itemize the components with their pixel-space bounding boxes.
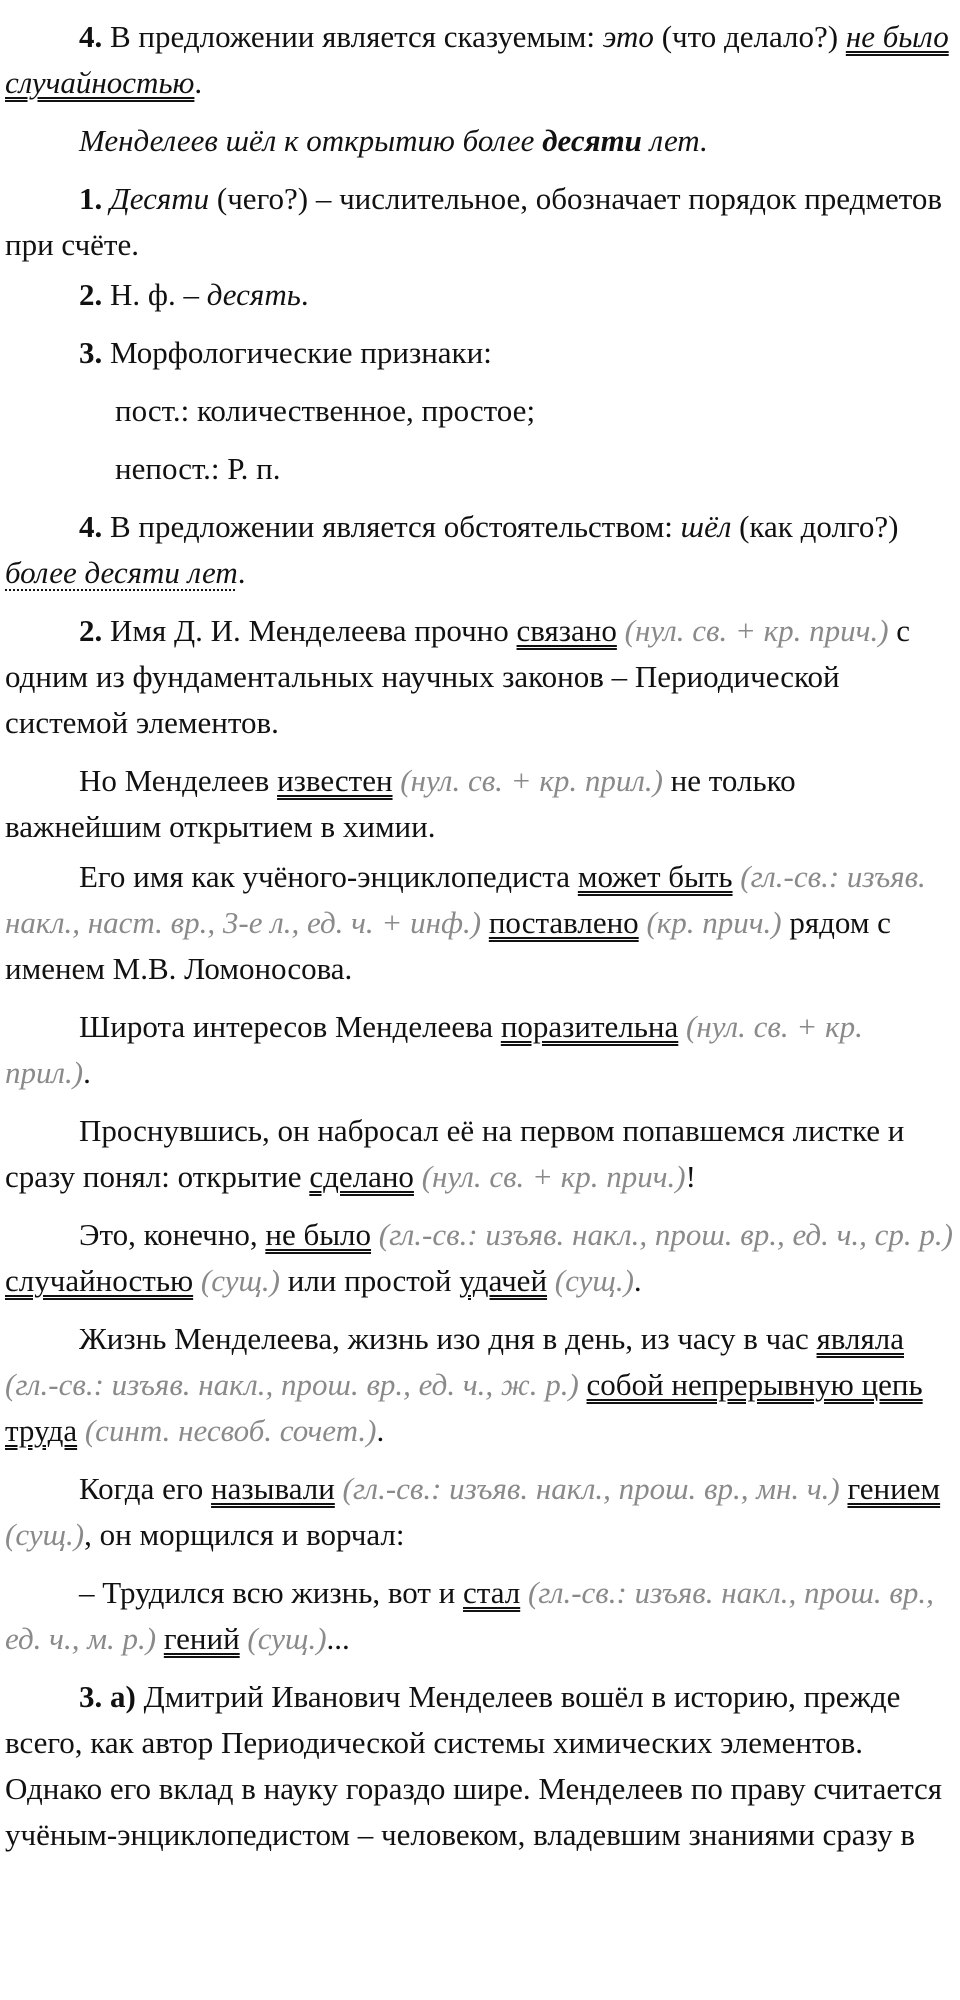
- predicate: называли: [211, 1471, 335, 1506]
- question: (как долго?): [731, 509, 899, 544]
- grammar-note: (нул. св. + кр. прич.): [616, 613, 889, 648]
- text: [156, 1621, 164, 1656]
- text: .: [376, 1413, 385, 1448]
- item-number: 3.: [79, 335, 103, 370]
- task2-sentence-4: [5, 1004, 955, 1096]
- task2-sentence-8: [5, 1466, 955, 1558]
- document-page: [5, 14, 955, 1870]
- text: (чего?) – числительное, обозначает порядок предметов при счёте.: [5, 181, 943, 262]
- analyzed-word: десяти: [542, 123, 642, 158]
- paragraph-morph-features: [5, 330, 955, 376]
- grammar-note: (сущ.): [547, 1263, 634, 1298]
- paragraph-adverbial-role: [5, 504, 955, 596]
- task2-sentence-5: [5, 1108, 955, 1200]
- text: В предложении является обстоятельством:: [102, 509, 681, 544]
- text: [481, 905, 489, 940]
- task-number: 3. а): [79, 1679, 136, 1714]
- variable-features: непост.: Р. п.: [115, 451, 281, 486]
- item-number: 1.: [79, 181, 103, 216]
- grammar-note: (гл.-св.: изъяв. накл., прош. вр., мн. ч.): [334, 1471, 840, 1506]
- word: шёл: [680, 509, 732, 544]
- paragraph-part-of-speech: [5, 176, 955, 268]
- predicate: сделано: [309, 1159, 414, 1194]
- text: рядом с именем М.В. Ломоносова.: [5, 905, 891, 986]
- text: Дмитрий Иванович Менделеев вошёл в историю, прежде всего, как автор Периодической системы химических элементов. Однако его вклад в науку гораздо шире. Менделеев по праву считается учёным-энциклопедистом – человеком, владевшим знаниями сразу в: [5, 1679, 943, 1852]
- grammar-note: (нул. св. + кр. прил.): [5, 1009, 863, 1090]
- adverbial-answer: более десяти лет: [5, 555, 238, 590]
- predicate: собой непрерывную цепь труда: [5, 1367, 923, 1448]
- grammar-note: (нул. св. + кр. прил.): [392, 763, 663, 798]
- grammar-note: (гл.-св.: изъяв. накл., прош. вр., ед. ч., м. р.): [5, 1575, 934, 1656]
- grammar-note: (гл.-св.: изъяв. накл., прош. вр., ед. ч., ж. р.): [5, 1367, 579, 1402]
- text: Широта интересов Менделеева: [79, 1009, 501, 1044]
- text: Н. ф. –: [102, 277, 207, 312]
- grammar-note: (гл.-св.: изъяв. накл., прош. вр., ед. ч., ср. р.): [371, 1217, 953, 1252]
- text: [579, 1367, 587, 1402]
- word: десять: [206, 277, 301, 312]
- text: не только важнейшим открытием в химии.: [5, 763, 796, 844]
- punct: .: [194, 65, 203, 100]
- predicate: удачей: [459, 1263, 548, 1298]
- task2-sentence-1: [5, 608, 955, 746]
- text: .: [633, 1263, 642, 1298]
- paragraph-predicate-analysis: [5, 14, 955, 106]
- text: Но Менделеев: [79, 763, 278, 798]
- predicate: может быть: [577, 859, 733, 894]
- text: Жизнь Менделеева, жизнь изо дня в день, из часу в час: [79, 1321, 817, 1356]
- task2-sentence-2: [5, 758, 955, 850]
- grammar-note: (синт. несвоб. сочет.): [77, 1413, 377, 1448]
- paragraph-initial-form: [5, 272, 955, 318]
- item-number: 4.: [79, 509, 103, 544]
- text: .: [83, 1055, 91, 1090]
- question: (что делало?): [653, 19, 846, 54]
- predicate: стал: [463, 1575, 521, 1610]
- predicate: связано: [516, 613, 617, 648]
- predicate: поставлено: [488, 905, 639, 940]
- text: !: [685, 1159, 696, 1194]
- predicate: случайностью: [5, 1263, 194, 1298]
- predicate: известен: [277, 763, 393, 798]
- text: с одним из фундаментальных научных законов – Периодической системой элементов.: [5, 613, 911, 740]
- text: ...: [326, 1621, 350, 1656]
- text: Его имя как учёного-энциклопедиста: [79, 859, 578, 894]
- example-sentence: [5, 118, 955, 164]
- grammar-note: (нул. св. + кр. прич.): [413, 1159, 686, 1194]
- grammar-note: (сущ.): [193, 1263, 280, 1298]
- constant-features: пост.: количественное, простое;: [115, 393, 536, 428]
- grammar-note: (гл.-св.: изъяв. накл., наст. вр., 3-е л., ед. ч. + инф.): [5, 859, 926, 940]
- punct: .: [237, 555, 246, 590]
- task2-sentence-7: [5, 1316, 955, 1454]
- text: , он морщился и ворчал:: [84, 1517, 405, 1552]
- text: В предложении является сказуемым:: [102, 19, 603, 54]
- predicate: поразительна: [500, 1009, 679, 1044]
- sentence-part: Менделеев шёл к открытию более: [79, 123, 543, 158]
- text: Это, конечно,: [79, 1217, 266, 1252]
- task-number: 2.: [79, 613, 103, 648]
- item-number: 4.: [79, 19, 103, 54]
- grammar-note: (кр. прич.): [638, 905, 782, 940]
- word: Десяти: [110, 181, 210, 216]
- text: Имя Д. И. Менделеева прочно: [102, 613, 517, 648]
- predicate: являла: [816, 1321, 904, 1356]
- grammar-note: (сущ.): [5, 1517, 85, 1552]
- text: или простой: [280, 1263, 460, 1298]
- item-number: 2.: [79, 277, 103, 312]
- sentence-part: лет.: [641, 123, 708, 158]
- punct: .: [300, 277, 309, 312]
- task2-sentence-9: [5, 1570, 955, 1662]
- predicate: гением: [847, 1471, 941, 1506]
- text: Морфологические признаки:: [102, 335, 492, 370]
- task2-sentence-3: [5, 854, 955, 992]
- task3-paragraph: [5, 1674, 955, 1858]
- subject-word: это: [602, 19, 654, 54]
- text: – Трудился всю жизнь, вот и: [79, 1575, 464, 1610]
- predicate: гений: [163, 1621, 240, 1656]
- predicate: не было: [265, 1217, 372, 1252]
- task2-sentence-6: [5, 1212, 955, 1304]
- text: Проснувшись, он набросал её на первом попавшемся листке и сразу понял: открытие: [5, 1113, 905, 1194]
- text: Когда его: [79, 1471, 212, 1506]
- predicate-answer: не было случайностью: [5, 19, 949, 100]
- grammar-note: (сущ.): [239, 1621, 327, 1656]
